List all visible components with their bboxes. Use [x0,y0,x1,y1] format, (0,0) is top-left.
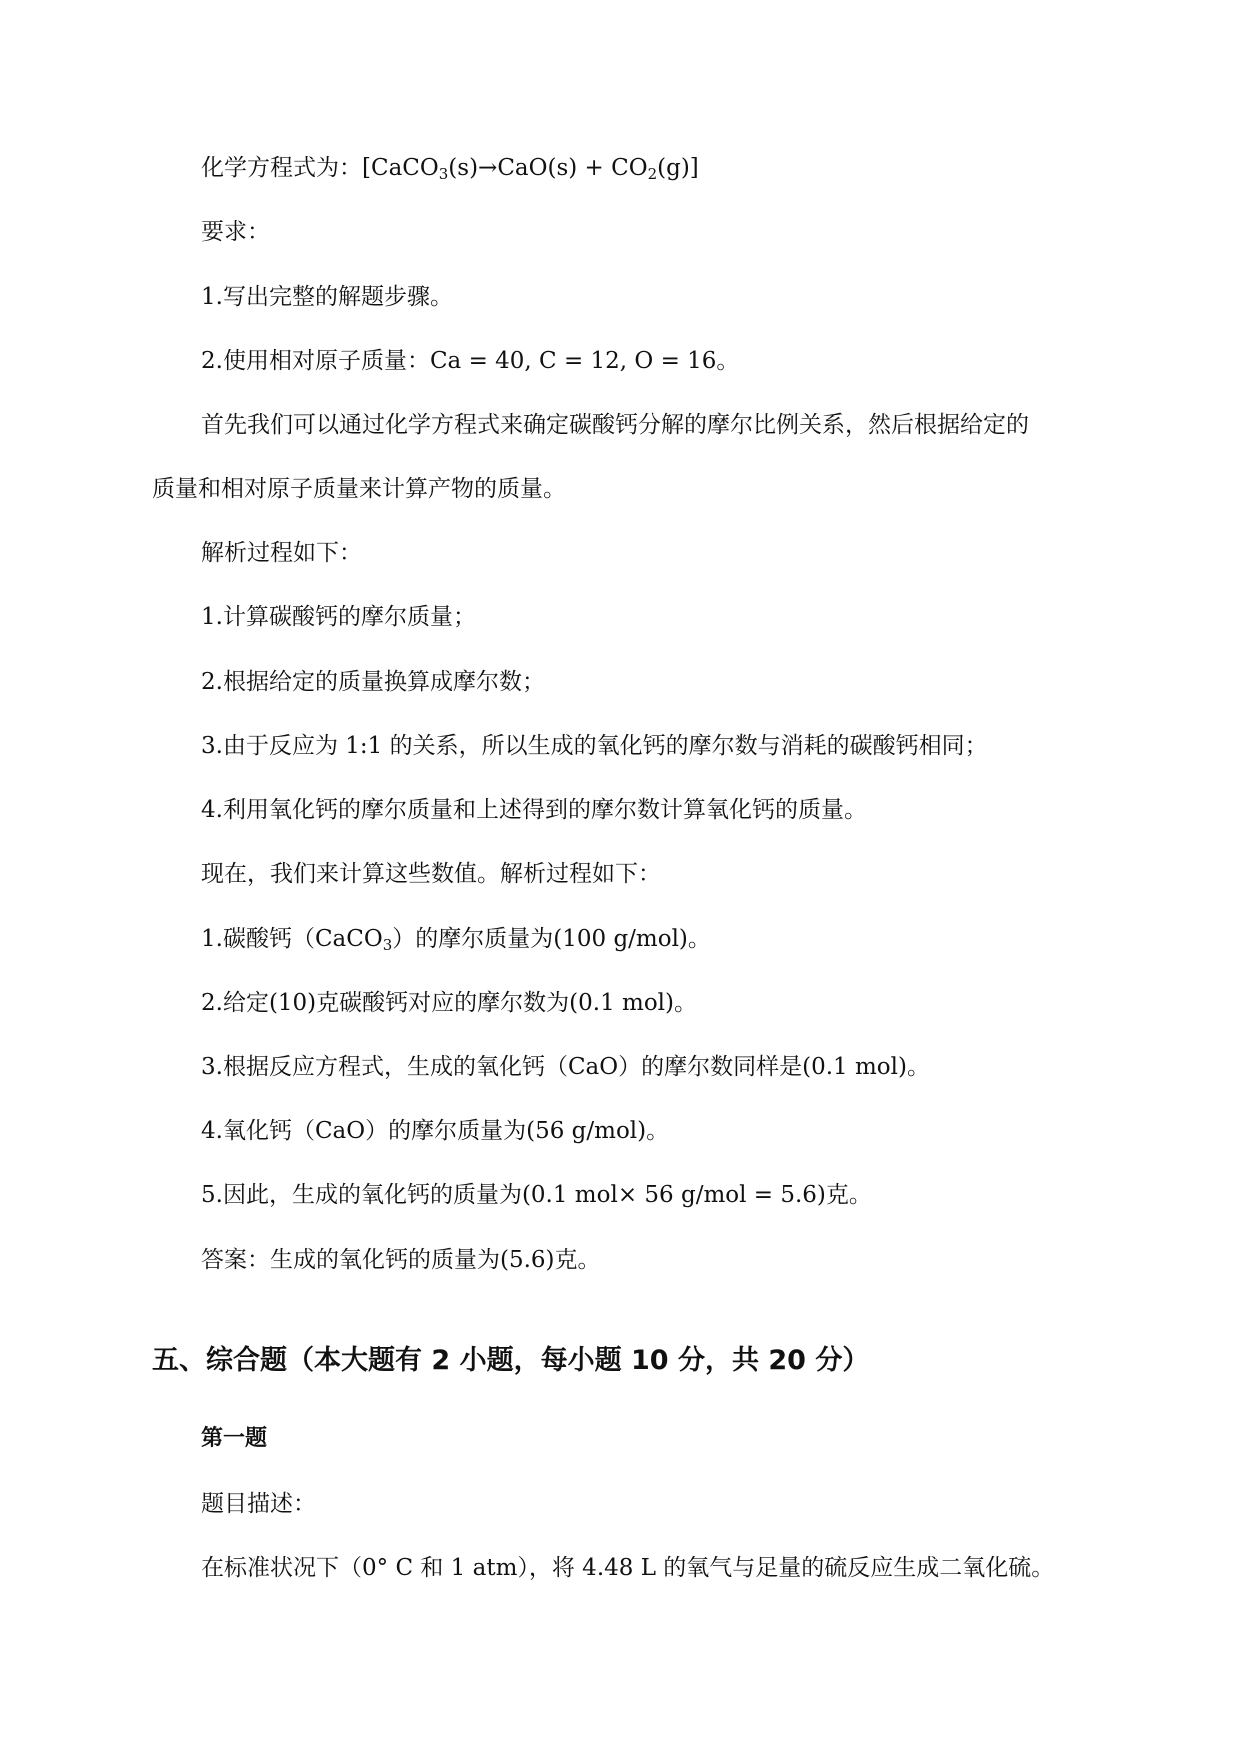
requirements-label: 要求： [201,219,270,245]
analysis-step-2: 2.根据给定的质量换算成摩尔数； [201,669,545,695]
equation-part1: [CaCO [362,155,439,181]
calc-step1-subscript: 3 [382,936,393,954]
section-5-heading: 五、综合题（本大题有 2 小题，每小题 10 分，共 20 分） [152,1345,870,1376]
calc-step1-text-a: 1.碳酸钙（CaCO [201,926,383,952]
calculation-step-3: 3.根据反应方程式，生成的氧化钙（CaO）的摩尔数同样是(0.1 mol)。 [201,1054,930,1080]
intro-line-2: 质量和相对原子质量来计算产物的质量。 [152,476,566,502]
equation-prefix: 化学方程式为： [201,155,362,181]
calc-step1-text-b: ）的摩尔质量为(100 g/mol)。 [392,926,711,952]
answer: 答案：生成的氧化钙的质量为(5.6)克。 [201,1247,601,1273]
equation-subscript-2: 2 [647,165,658,183]
chemical-equation [201,153,699,183]
intro-line-1: 首先我们可以通过化学方程式来确定碳酸钙分解的摩尔比例关系，然后根据给定的 [201,412,1029,438]
question-1-title: 第一题 [201,1426,268,1451]
question-description: 在标准状况下（0° C 和 1 atm），将 4.48 L 的氧气与足量的硫反应生成二氧化硫。 [201,1555,1055,1581]
calculation-step-2: 2.给定(10)克碳酸钙对应的摩尔数为(0.1 mol)。 [201,990,698,1016]
calculation-step-1 [201,924,711,954]
calculation-label: 现在，我们来计算这些数值。解析过程如下： [201,861,661,887]
requirement-item-1: 1.写出完整的解题步骤。 [201,284,453,310]
analysis-label: 解析过程如下： [201,540,362,566]
analysis-step-1: 1.计算碳酸钙的摩尔质量； [201,604,476,630]
analysis-step-3: 3.由于反应为 1:1 的关系，所以生成的氧化钙的摩尔数与消耗的碳酸钙相同； [201,733,988,759]
equation-part3: (g)] [657,155,699,181]
equation-part2: (s)→CaO(s) + CO [448,155,648,181]
description-label: 题目描述： [201,1491,316,1517]
calculation-step-4: 4.氧化钙（CaO）的摩尔质量为(56 g/mol)。 [201,1118,670,1144]
analysis-step-4: 4.利用氧化钙的摩尔质量和上述得到的摩尔数计算氧化钙的质量。 [201,797,867,823]
equation-subscript-3: 3 [438,165,449,183]
requirement-item-2: 2.使用相对原子质量：Ca = 40, C = 12, O = 16。 [201,348,740,374]
calculation-step-5: 5.因此，生成的氧化钙的质量为(0.1 mol× 56 g/mol = 5.6)克。 [201,1182,872,1208]
